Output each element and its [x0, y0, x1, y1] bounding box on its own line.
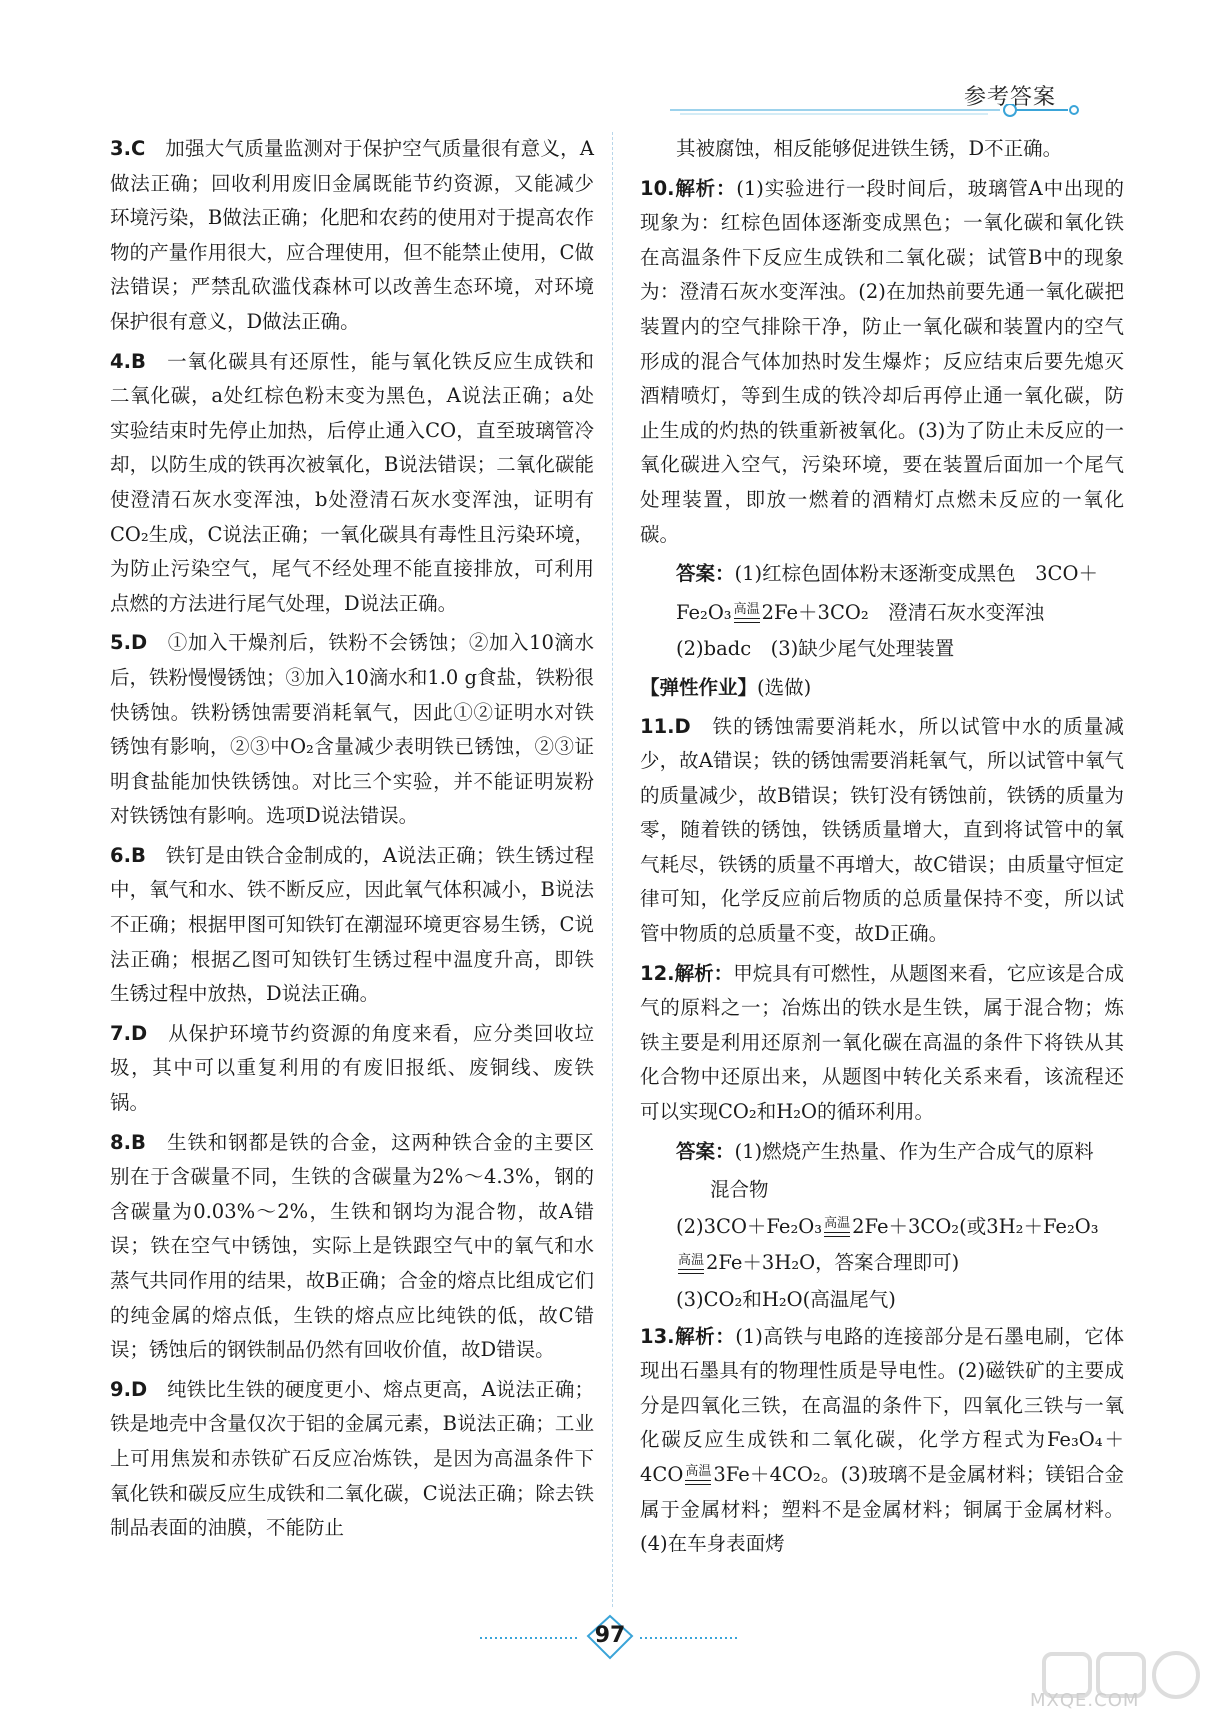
answer-11: 11.D 铁的锈蚀需要消耗水，所以试管中水的质量减少，故A错误；铁的锈蚀需要消耗氧气，所以试管中氧气的质量减少，故B错误；铁钉没有锈蚀前，铁锈的质量为零，随着铁的锈蚀，铁锈质量增大，直到将试管中的氧气耗尽，铁锈的质量不再增大，故C错误；由质量守恒定律可知，化学反应前后物质的总质量保持不变，所以试管中物质的总质量不变，故D正确。 — [640, 714, 1124, 946]
column-divider — [612, 132, 613, 1607]
section-title: 【弹性作业】(选做) — [640, 675, 812, 699]
answer-3: 3.C 加强大气质量监测对于保护空气质量很有意义，A做法正确；回收利用废旧金属既能节约资源，又能减少环境污染，B做法正确；化肥和农药的使用对于提高农作物的产量作用很大，应合理使用，但不能禁止使用，C做法错误；严禁乱砍滥伐森林可以改善生态环境，对环境保护很有意义，D做法正确。 — [110, 137, 594, 333]
answer-12-key: 答案：(1)燃烧产生热量、作为生产合成气的原料 — [676, 1139, 1094, 1163]
answer-5: 5.D ①加入干燥剂后，铁粉不会锈蚀；②加入10滴水后，铁粉慢慢锈蚀；③加入10滴水和1.0 g食盐，铁粉很快锈蚀。铁粉锈蚀需要消耗氧气，因此①②证明水对铁锈蚀有影响，②③中O₂含量减少表明铁已锈蚀，②③证明食盐能加快铁锈蚀。对比三个实验，并不能证明炭粉对铁锈蚀有影响。选项D说法错误。 — [110, 631, 595, 828]
answer-8: 8.B 生铁和钢都是铁的合金，这两种铁合金的主要区别在于含碳量不同，生铁的含碳量为2%～4.3%，钢的含碳量为0.03%～2%，生铁和钢均为混合物，故A错误；铁在空气中锈蚀，实际上是铁跟空气中的氧气和水蒸气共同作用的结果，故B正确；合金的熔点比组成它们的纯金属的熔点低，生铁的熔点应比纯铁的低，故C错误；锈蚀后的钢铁制品仍然有回收价值，故D错误。 — [110, 1130, 594, 1362]
answer-12-equation: (2)3CO＋Fe₂O₃ 高温 2Fe＋3CO₂(或3H₂＋Fe₂O₃ — [676, 1214, 1099, 1238]
answer-12: 12.解析：甲烷具有可燃性，从题图来看，它应该是合成气的原料之一；冶炼出的铁水是生铁，属于混合物；炼铁主要是利用还原剂一氧化碳在高温的条件下将铁从其化合物中还原出来，从题图中转化关系来看，该流程还可以实现CO₂和H₂O的循环利用。 — [640, 961, 1124, 1124]
reaction-condition: 高温 — [734, 603, 760, 623]
watermark-url: MXQE.COM — [1030, 1690, 1140, 1711]
page-number: 97 — [594, 1623, 626, 1648]
answer-10-equation: Fe₂O₃ 高温 2Fe＋3CO₂ 澄清石灰水变浑浊 — [676, 600, 1045, 624]
answer-12-key-3: (3)CO₂和H₂O(高温尾气) — [676, 1288, 896, 1311]
reaction-condition: 高温 — [678, 1254, 704, 1274]
left-column — [110, 132, 594, 1551]
page-number-footer — [480, 1614, 740, 1664]
answer-4: 4.B 一氧化碳具有还原性，能与氧化铁反应生成铁和二氧化碳，a处红棕色粉末变为黑色，A说法正确；a处实验结束时先停止加热，后停止通入CO，直至玻璃管冷却，以防生成的铁再次被氧化，B说法错误；二氧化碳能使澄清石灰水变浑浊，b处澄清石灰水变浑浊，证明有CO₂生成，C说法正确；一氧化碳具有毒性且污染环境，为防止污染空气，尾气不经处理不能直接排放，可利用点燃的方法进行尾气处理，D说法正确。 — [110, 349, 594, 615]
answer-12-key-cont: 混合物 — [710, 1178, 769, 1202]
header-title: 参考答案 — [964, 85, 1057, 110]
answer-10: 10.解析：(1)实验进行一段时间后，玻璃管A中出现的现象为：红棕色固体逐渐变成黑色；一氧化碳和氧化铁在高温条件下反应生成铁和二氧化碳；试管B中的现象为：澄清石灰水变浑浊。(2)在加热前要先通一氧化碳把装置内的空气排除干净，防止一氧化碳和装置内的空气形成的混合气体加热时发生爆炸；反应结束后要先熄灭酒精喷灯，等到生成的铁冷却后再停止通一氧化碳，防止生成的灼热的铁重新被氧化。(3)为了防止未反应的一氧化碳进入空气，污染环境，要在装置后面加一个尾气处理装置，即放一燃着的酒精灯点燃未反应的一氧化碳。 — [640, 176, 1124, 546]
answer-13: 13.解析：(1)高铁与电路的连接部分是石墨电刷，它体现出石墨具有的物理性质是导电性。(2)磁铁矿的主要成分是四氧化三铁，在高温的条件下，四氧化三铁与一氧化碳反应生成铁和二氧化碳，化学方程式为Fe₃O₄＋4CO 高温 3Fe＋4CO₂。(3)玻璃不是金属材料；镁铝合金属于金属材料；塑料不是金属材料；铜属于金属材料。(4)在车身表面烤 — [640, 1324, 1124, 1556]
reaction-condition: 高温 — [685, 1465, 711, 1485]
answer-6: 6.B 铁钉是由铁合金制成的，A说法正确；铁生锈过程中，氧气和水、铁不断反应，因此氧气体积减小，B说法不正确；根据甲图可知铁钉在潮湿环境更容易生锈，C说法正确；根据乙图可知铁钉生锈过程中温度升高，即铁生锈过程中放热，D说法正确。 — [110, 843, 594, 1006]
answer-9: 9.D 纯铁比生铁的硬度更小、熔点更高，A说法正确；铁是地壳中含量仅次于铝的金属元素，B说法正确；工业上可用焦炭和赤铁矿石反应冶炼铁，是因为高温条件下氧化铁和碳反应生成铁和二氧化碳，C说法正确；除去铁制品表面的油膜，不能防止 — [110, 1377, 594, 1540]
answer-10-key: 答案：(1)红棕色固体粉末逐渐变成黑色 3CO＋ — [676, 562, 1098, 586]
header-decoration — [670, 104, 1150, 134]
answer-9-continued: 其被腐蚀，相反能够促进铁生锈，D不正确。 — [676, 137, 1063, 160]
answer-7: 7.D 从保护环境节约资源的角度来看，应分类回收垃圾，其中可以重复利用的有废旧报纸、废铜线、废铁锅。 — [110, 1021, 594, 1115]
answer-10-key-2: (2)badc (3)缺少尾气处理装置 — [676, 637, 955, 661]
answer-12-equation-2: 高温 2Fe＋3H₂O，答案合理即可) — [678, 1251, 960, 1275]
reaction-condition: 高温 — [824, 1217, 850, 1237]
right-column — [640, 132, 1124, 1567]
